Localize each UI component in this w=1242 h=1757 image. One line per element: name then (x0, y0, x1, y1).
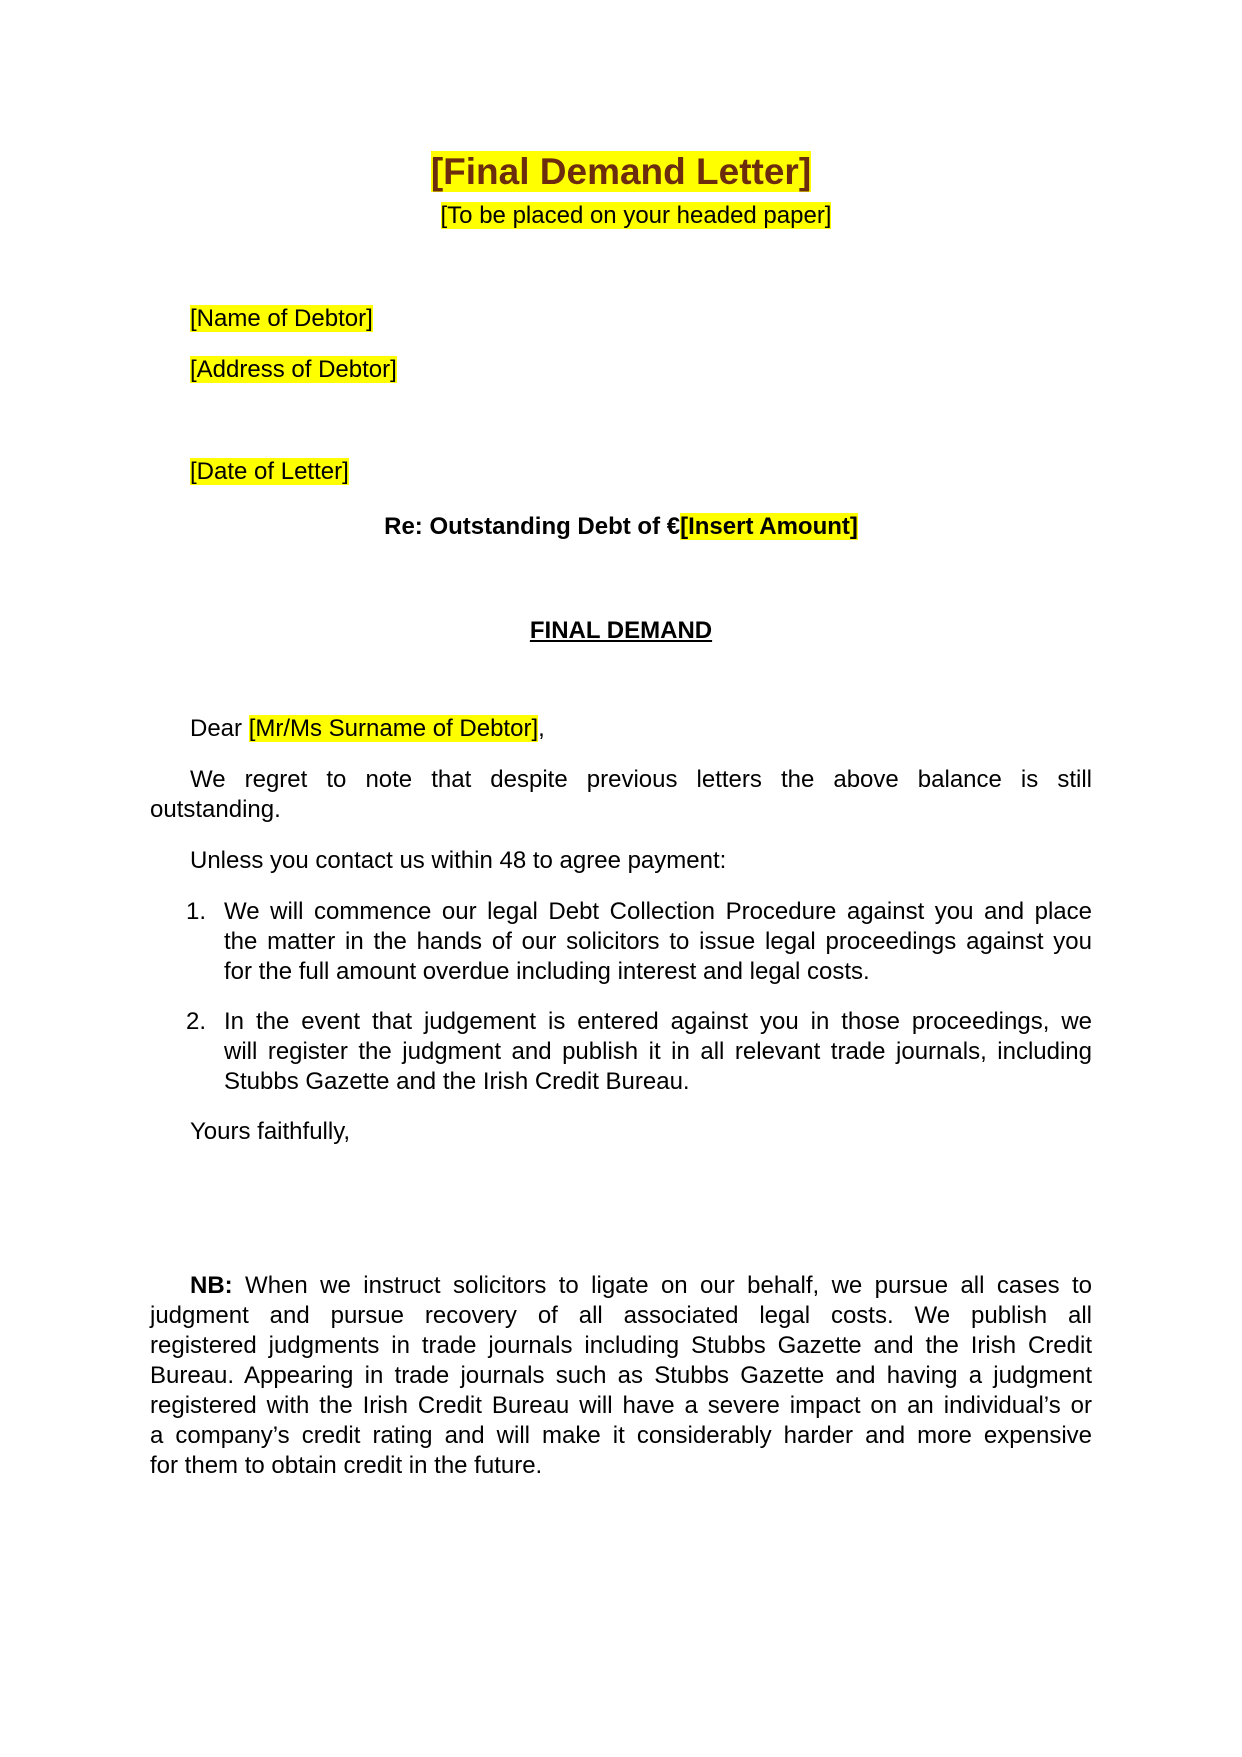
paragraph-balance-line-2: outstanding. (150, 796, 281, 823)
letter-title (0, 150, 1242, 194)
subject-prefix: Re: Outstanding Debt of € (384, 513, 681, 540)
note-line-6: a company’s credit rating and will make it considerably harder and more expensive (150, 1422, 1092, 1449)
note-line-4: Bureau. Appearing in trade journals such as Stubbs Gazette and having a judgment (150, 1362, 1092, 1389)
list-item-2 (150, 1007, 1092, 1097)
note-line-5: registered with the Irish Credit Bureau will have a severe impact on an individual’s or (150, 1392, 1092, 1419)
subject-amount: [Insert Amount] (680, 513, 858, 540)
letter-date-text: [Date of Letter] (190, 458, 349, 485)
note-label: NB: (190, 1272, 233, 1299)
note-line-7: for them to obtain credit in the future. (150, 1452, 543, 1479)
note-line-3: registered judgments in trade journals including Stubbs Gazette and the Irish Credit (150, 1332, 1092, 1359)
list-item-1-text (224, 897, 1092, 987)
note-line-2: judgment and pursue recovery of all associated legal costs. We publish all (150, 1302, 1092, 1329)
list-item-2-line-2: will register the judgment and publish it in all relevant trade journals, including (224, 1038, 1092, 1065)
list-item-2-line-1: In the event that judgement is entered against you in those proceedings, we (224, 1008, 1092, 1035)
paragraph-contact: Unless you contact us within 48 to agree payment: (190, 847, 727, 874)
list-item-1-line-1: We will commence our legal Debt Collection Procedure against you and place (224, 898, 1092, 925)
list-item-2-text (224, 1007, 1092, 1097)
list-item-1-line-2: the matter in the hands of our solicitors to issue legal proceedings against you (224, 928, 1092, 955)
list-item-1-line-3: for the full amount overdue including interest and legal costs. (224, 958, 870, 985)
debtor-name-text: [Name of Debtor] (190, 305, 373, 332)
paragraph-balance-line-1: We regret to note that despite previous letters the above balance is still (190, 766, 1092, 793)
list-item-2-number: 2. (186, 1008, 207, 1035)
list-item-2-line-3: Stubbs Gazette and the Irish Credit Bureau. (224, 1068, 690, 1095)
list-item-1-number: 1. (186, 898, 207, 925)
letter-date (190, 457, 349, 487)
note-first-line-rest: When we instruct solicitors to ligate on our behalf, we pursue all cases to (232, 1272, 1092, 1299)
debtor-address (190, 355, 397, 385)
salutation-name: [Mr/Ms Surname of Debtor] (248, 715, 539, 742)
debtor-address-text: [Address of Debtor] (190, 356, 397, 383)
letter-subtitle (0, 201, 1242, 231)
final-demand-heading: FINAL DEMAND (529, 617, 713, 644)
letter-subtitle-text: [To be placed on your headed paper] (440, 202, 832, 229)
paragraph-balance (150, 765, 1092, 825)
subject-line (0, 512, 1242, 542)
letter-title-text: [Final Demand Letter] (430, 151, 812, 192)
list-item-1 (150, 897, 1092, 987)
note-paragraph (150, 1271, 1092, 1481)
closing: Yours faithfully, (190, 1118, 351, 1145)
salutation-suffix: , (538, 715, 545, 742)
salutation (190, 714, 545, 744)
debtor-name (190, 304, 373, 334)
note-line-1 (150, 1271, 1092, 1301)
salutation-prefix: Dear (190, 715, 249, 742)
